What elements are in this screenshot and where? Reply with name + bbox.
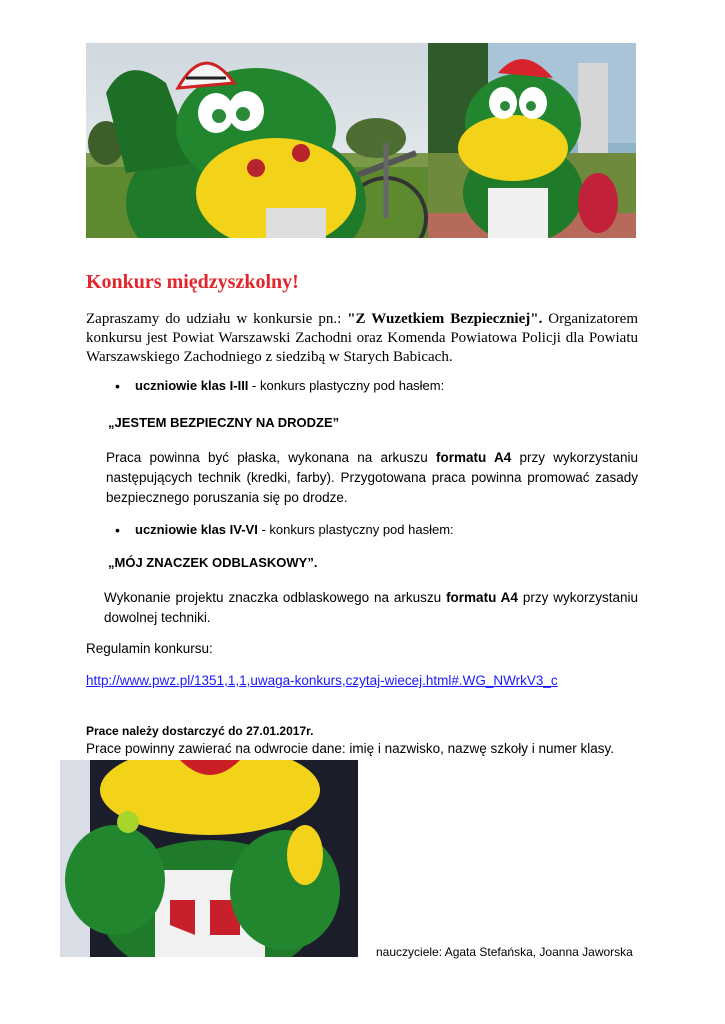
intro-suffix: Organizatorem konkursu jest Powiat Warszawski Zachodni oraz Komenda Powiatowa Policji dla Powiatu Warszawskiego Zachodniego z siedzibą w Starych Babicach. bbox=[86, 311, 638, 365]
contest-title: "Z Wuzetkiem Bezpieczniej". bbox=[347, 311, 543, 327]
category-2-description-paragraph bbox=[104, 588, 638, 628]
category-2-para-start: Wykonanie projektu znaczka odblaskowego na arkuszu bbox=[104, 590, 447, 605]
submission-requirements: Prace powinny zawierać na odwrocie dane: imię i nazwisko, nazwę szkoły i numer klasy. bbox=[86, 741, 614, 756]
bullet-icon: • bbox=[115, 522, 120, 538]
bullet-icon: • bbox=[115, 378, 120, 394]
category-1-description-paragraph bbox=[106, 448, 638, 508]
category-1-format: formatu A4 bbox=[436, 450, 512, 465]
teachers-credit: nauczyciele: Agata Stefańska, Joanna Jaworska bbox=[376, 945, 633, 959]
category-1-para-end: przy wykorzystaniu następujących technik (kredki, farby). Przygotowana praca powinna promować zasady bezpiecznego poruszania się po drodze. bbox=[106, 450, 638, 505]
category-2-description: - konkurs plastyczny pod hasłem: bbox=[257, 522, 454, 537]
mascot-with-backpack-photo bbox=[428, 43, 636, 238]
mascot-thumbs-up-photo bbox=[60, 760, 358, 957]
category-1-label: uczniowie klas I-III bbox=[135, 378, 249, 393]
regulations-link[interactable]: http://www.pwz.pl/1351,1,1,uwaga-konkurs,czytaj-wiecej.html#.WG_NWrkV3_c bbox=[86, 673, 558, 688]
intro-prefix: Zapraszamy do udziału w konkursie pn.: bbox=[86, 311, 348, 327]
category-2-motto: „MÓJ ZNACZEK ODBLASKOWY”. bbox=[108, 555, 318, 570]
category-1-description: - konkurs plastyczny pod hasłem: bbox=[248, 378, 445, 393]
category-1-para-start: Praca powinna być płaska, wykonana na arkuszu bbox=[106, 450, 437, 465]
page-title: Konkurs międzyszkolny! bbox=[86, 271, 299, 293]
regulations-label: Regulamin konkursu: bbox=[86, 641, 213, 656]
category-2-format: formatu A4 bbox=[446, 590, 518, 605]
deadline-text: Prace należy dostarczyć do 27.01.2017r. bbox=[86, 724, 314, 738]
category-2-para-end: przy wykorzystaniu dowolnej techniki. bbox=[104, 590, 638, 625]
intro-paragraph bbox=[86, 310, 638, 367]
category-1-motto: „JESTEM BEZPIECZNY NA DRODZE” bbox=[108, 415, 340, 430]
mascot-with-bicycle-photo bbox=[86, 43, 428, 238]
category-2-label: uczniowie klas IV-VI bbox=[135, 522, 258, 537]
